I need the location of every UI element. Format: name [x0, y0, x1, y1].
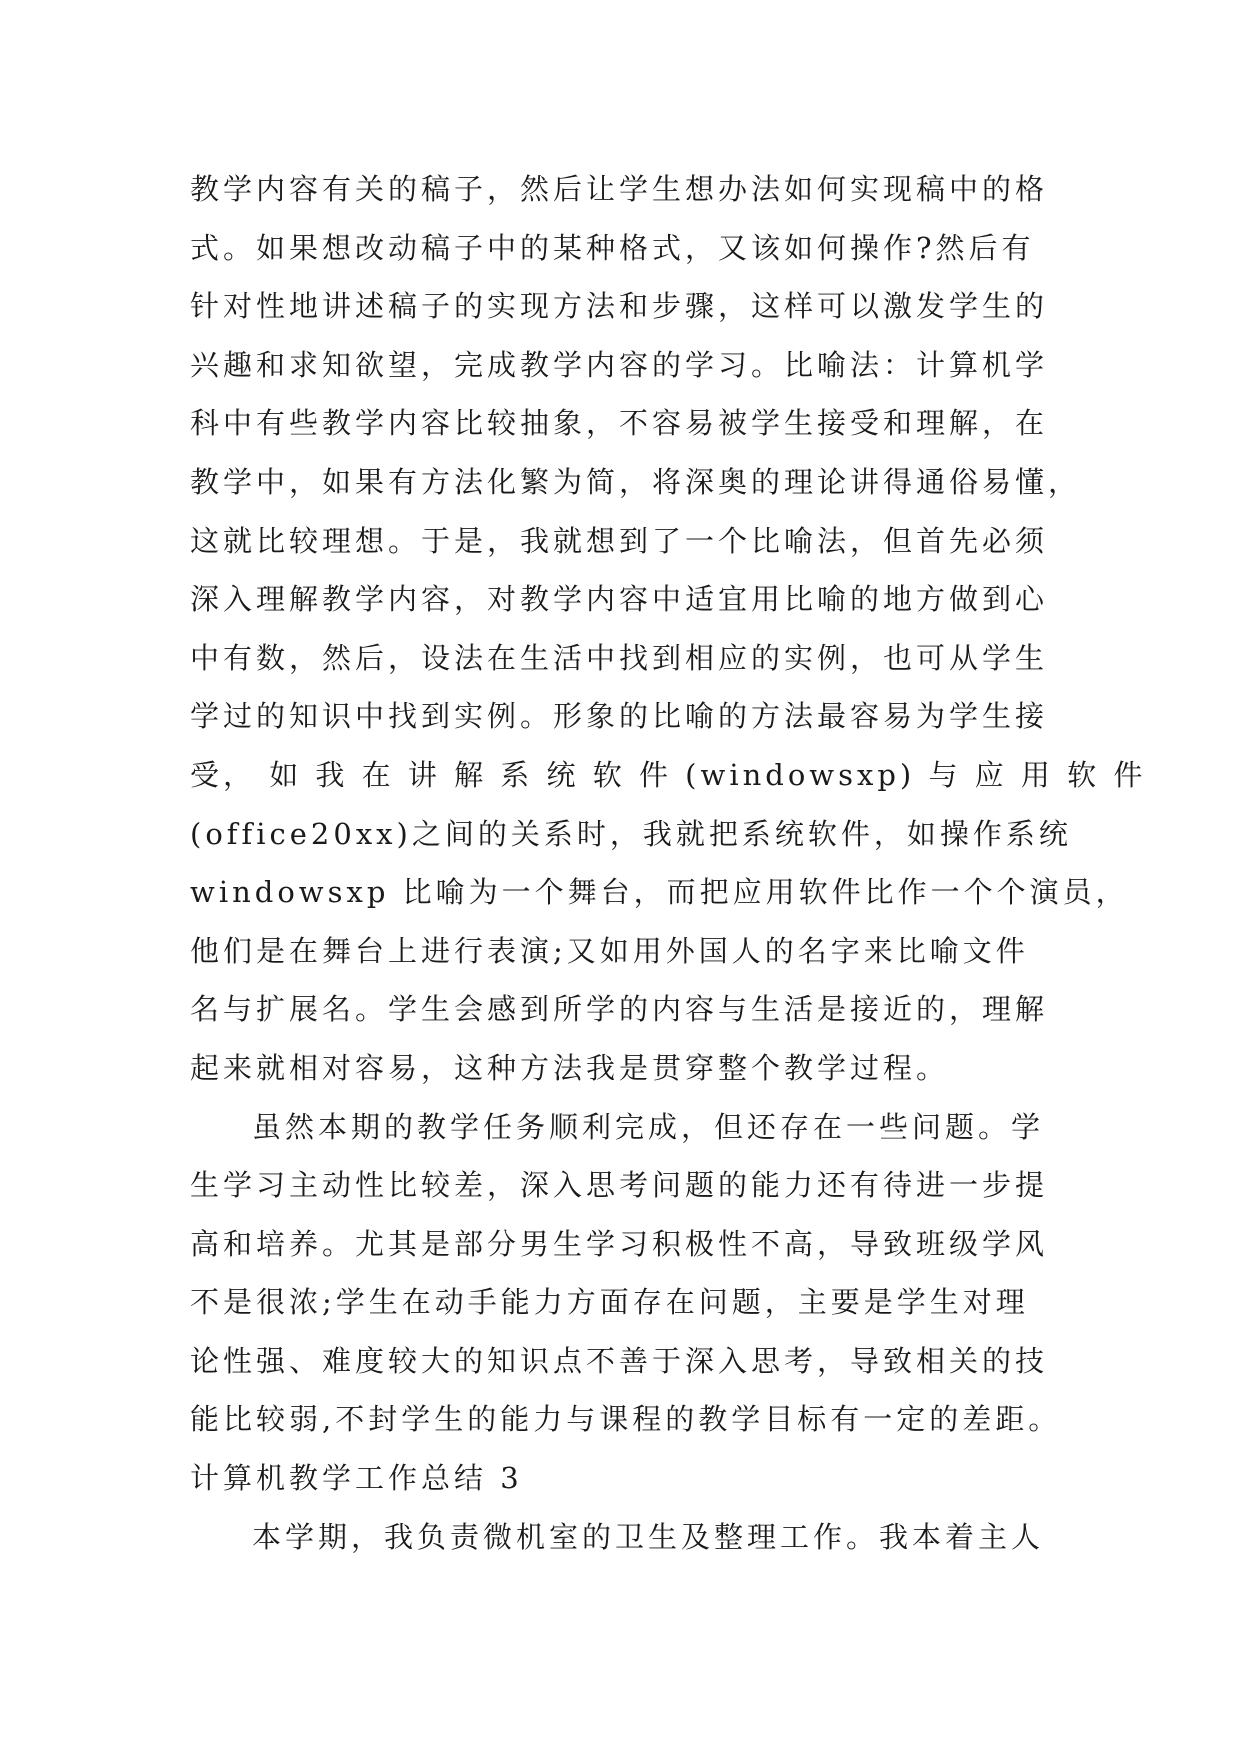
body-line: 式。如果想改动稿子中的某种格式，又该如何操作?然后有: [190, 230, 1035, 265]
body-line: 不是很浓;学生在动手能力方面存在问题，主要是学生对理: [190, 1285, 1029, 1320]
body-line: 这就比较理想。于是，我就想到了一个比喻法，但首先必须: [190, 523, 1049, 558]
body-line: 名与扩展名。学生会感到所学的内容与生活是接近的，理解: [190, 992, 1049, 1027]
body-line: 科中有些教学内容比较抽象，不容易被学生接受和理解，在: [190, 406, 1049, 441]
body-line: 起来就相对容易，这种方法我是贯穿整个教学过程。: [190, 1050, 950, 1085]
body-line: 深入理解教学内容，对教学内容中适宜用比喻的地方做到心: [190, 582, 1049, 617]
body-line: (office20xx)之间的关系时，我就把系统软件，如操作系统: [190, 816, 1072, 851]
body-line: 生学习主动性比较差，深入思考问题的能力还有待进一步提: [190, 1168, 1049, 1203]
body-line: 兴趣和求知欲望，完成教学内容的学习。比喻法：计算机学: [190, 347, 1049, 382]
body-line: 论性强、难度较大的知识点不善于深入思考，导致相关的技: [190, 1343, 1049, 1378]
paragraph-first-line: 本学期，我负责微机室的卫生及整理工作。我本着主人: [252, 1519, 1045, 1554]
body-line: 他们是在舞台上进行表演;又如用外国人的名字来比喻文件: [190, 933, 1029, 968]
body-line: 针对性地讲述稿子的实现方法和步骤，这样可以激发学生的: [190, 289, 1049, 324]
body-line: 教学中，如果有方法化繁为简，将深奥的理论讲得通俗易懂，: [190, 464, 1082, 499]
body-line: 受， 如 我 在 讲 解 系 统 软 件 (windowsxp) 与 应 用 软 件: [190, 757, 1147, 792]
body-line: 教学内容有关的稿子，然后让学生想办法如何实现稿中的格: [190, 172, 1049, 206]
body-line: 中有数，然后，设法在生活中找到相应的实例，也可从学生: [190, 640, 1049, 675]
paragraph-first-line: 虽然本期的教学任务顺利完成，但还存在一些问题。学: [252, 1109, 1045, 1144]
document-body: [190, 160, 1147, 1566]
body-line: 高和培养。尤其是部分男生学习积极性不高，导致班级学风: [190, 1226, 1049, 1261]
section-heading: 计算机教学工作总结 3: [190, 1461, 523, 1496]
body-line: windowsxp 比喻为一个舞台，而把应用软件比作一个个演员，: [190, 875, 1129, 910]
body-line: 学过的知识中找到实例。形象的比喻的方法最容易为学生接: [190, 699, 1049, 734]
body-line: 能比较弱,不封学生的能力与课程的教学目标有一定的差距。: [190, 1402, 1062, 1437]
